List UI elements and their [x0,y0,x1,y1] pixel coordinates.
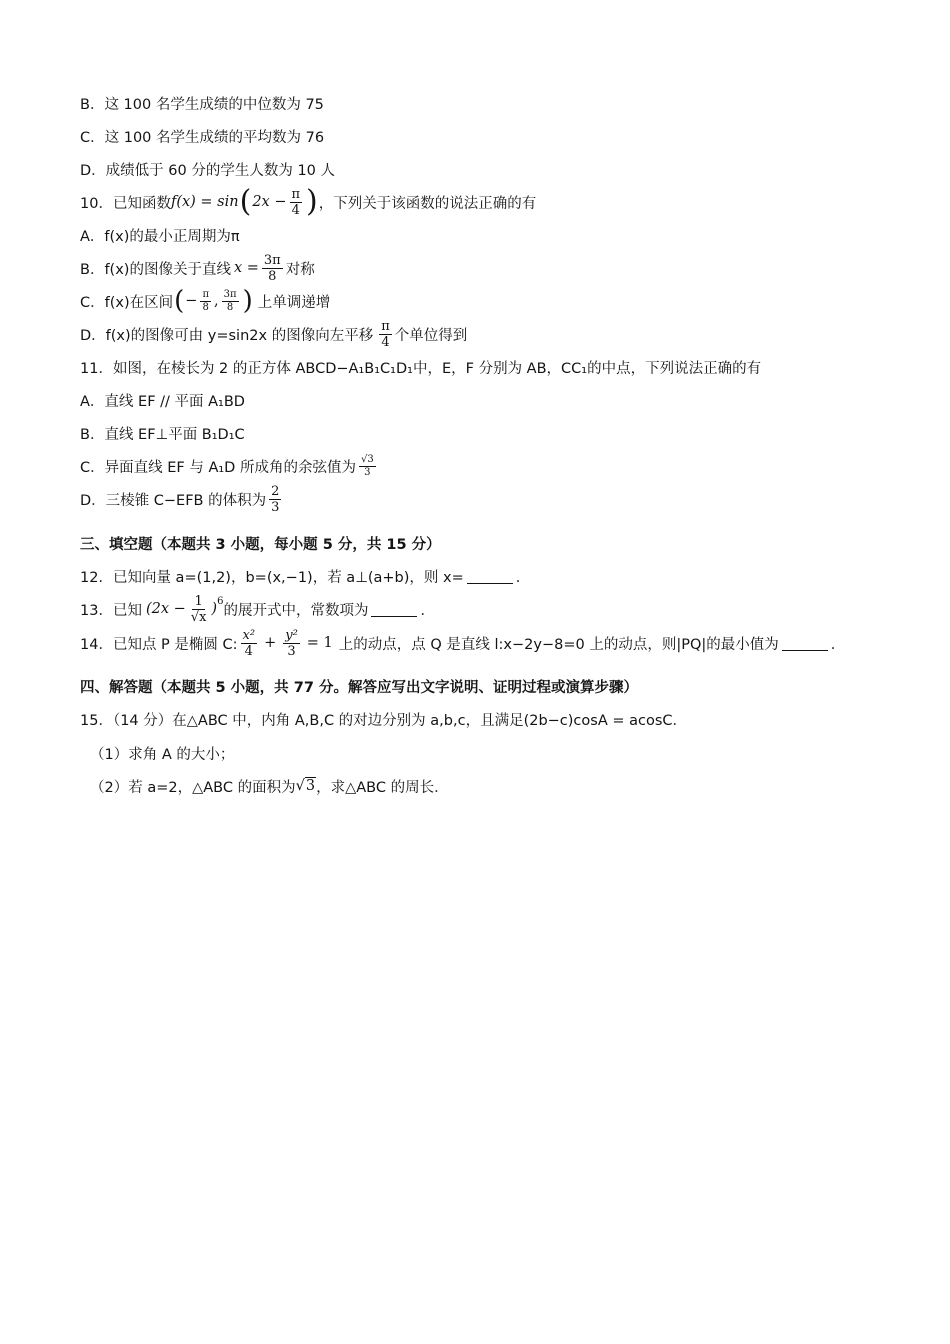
q14-end: ． [830,636,846,653]
q10-arg-prefix: 2x − [252,194,287,210]
q10-stem-suffix: ，下列关于该函数的说法正确的有 [318,195,537,212]
q14-equation-rhs: = 1 [306,635,333,651]
fraction-numerator: π [381,318,390,334]
q10-option-d-suffix: 个单位得到 [394,327,468,344]
section-3-title: 三、填空题（本题共 3 小题，每小题 5 分，共 15 分） [80,536,441,553]
q10-option-d [80,317,890,351]
q10-option-a: A．f(x)的最小正周期为π [80,228,240,245]
q14-x-fraction [241,629,258,658]
answer-blank [782,636,828,651]
q13-expr-left: (2x − [145,601,186,617]
q10-option-c-right-fraction [222,290,239,313]
q11-option-c-prefix: C．异面直线 EF 与 A₁D 所成角的余弦值为 [80,459,356,476]
q10-function-lhs: f(x) = sin [170,194,239,210]
q9-option-c: C．这 100 名学生成绩的平均数为 76 [80,129,325,146]
q13-expr-right: ) [211,601,218,617]
q10-stem-prefix: 10．已知函数 [80,195,171,212]
q10-option-d-fraction [379,320,392,349]
q14-prefix: 14．已知点 P 是椭圆 C: [80,636,238,653]
q11-option-c [80,449,890,483]
q13-suffix: 的展开式中，常数项为 [223,602,369,619]
q10-option-c [80,284,890,318]
q14 [80,626,890,660]
radicand: 3 [305,778,316,794]
section-4-title: 四、解答题（本题共 5 小题，共 77 分。解答应写出文字说明、证明过程或演算步骤） [80,679,638,696]
fraction-denominator: 4 [381,334,390,350]
q11-option-c-fraction [359,455,376,478]
fraction-numerator: 3π [263,252,281,268]
fraction-numerator: 2 [271,483,280,499]
fraction-denominator: √x [190,609,207,625]
fraction-denominator: 3 [287,643,296,659]
left-paren: ( [239,184,252,219]
q10-arg-fraction [290,188,303,217]
fraction-denominator: 8 [226,301,234,313]
fraction-numerator: π [291,186,301,202]
q11-option-b: B．直线 EF⊥平面 B₁D₁C [80,426,245,443]
square-root: √3 [295,778,316,794]
q10-option-c-suffix: 上单调递增 [257,294,331,311]
fraction-denominator: 4 [291,202,300,218]
q12 [80,559,890,593]
minus-sign: − [185,293,198,309]
q11-option-a: A．直线 EF // 平面 A₁BD [80,393,245,410]
right-paren: ) [306,184,318,219]
q13-end: ． [420,602,435,619]
plus-sign: + [264,635,277,651]
fraction-denominator: 4 [244,643,253,659]
q15-part2 [90,769,890,803]
fraction-numerator: 1 [194,593,203,609]
fraction-denominator: 3 [364,466,371,478]
fraction-numerator: π [202,288,210,300]
q10-option-c-prefix: C．f(x)在区间 [80,294,174,311]
q12-text: 12．已知向量 a=(1,2)，b=(x,−1)，若 a⊥(a+b)，则 x= [80,569,464,586]
q9-option-b: B．这 100 名学生成绩的中位数为 75 [80,96,324,113]
fraction-numerator: y² [285,627,298,643]
q15-part2-suffix: ，求△ABC 的周长． [316,779,449,796]
fraction-denominator: 3 [271,499,280,515]
right-paren: ) [242,286,253,316]
comma: , [214,293,219,309]
q11-option-d-prefix: D．三棱锥 C−EFB 的体积为 [80,492,267,509]
q10-option-b [80,251,890,285]
q15-stem: 15．（14 分）在△ABC 中，内角 A,B,C 的对边分别为 a,b,c，且满足(2b−c)cosA = acosC． [80,712,688,729]
q10-option-b-prefix: B．f(x)的图像关于直线 [80,261,231,278]
q10-stem [80,185,890,219]
q12-end: ． [515,569,531,586]
q10-option-b-suffix: 对称 [285,261,315,278]
fraction-numerator: √3 [360,453,374,465]
q10-option-d-prefix: D．f(x)的图像可由 y=sin2x 的图像向左平移 [80,327,374,344]
q13-exponent: 6 [217,595,224,607]
q13-fraction [189,595,209,624]
q9-option-d: D．成绩低于 60 分的学生人数为 10 人 [80,162,336,179]
q15-part2-prefix: （2）若 a=2，△ABC 的面积为 [90,779,296,796]
q11-stem: 11．如图，在棱长为 2 的正方体 ABCD−A₁B₁C₁D₁中，E，F 分别为 AB，CC₁的中点，下列说法正确的有 [80,360,762,377]
left-paren: ( [174,286,185,316]
q10-option-b-fraction [262,254,283,283]
q14-y-fraction [283,629,300,658]
fraction-denominator: 8 [202,301,209,313]
fraction-numerator: 3π [223,288,237,300]
q10-option-b-var: x = [233,260,259,276]
fraction-denominator: 8 [268,268,277,284]
answer-blank [467,569,513,584]
q11-option-d-fraction [269,485,281,514]
q15-part1: （1）求角 A 的大小； [90,746,235,763]
q14-suffix: 上的动点，点 Q 是直线 l:x−2y−8=0 上的动点，则|PQ|的最小值为 [338,636,779,653]
q10-option-c-left-fraction [200,290,211,313]
answer-blank [371,602,417,617]
q13-prefix: 13．已知 [80,602,142,619]
fraction-numerator: x² [242,627,256,643]
q11-option-d [80,482,890,516]
q13 [80,592,890,626]
